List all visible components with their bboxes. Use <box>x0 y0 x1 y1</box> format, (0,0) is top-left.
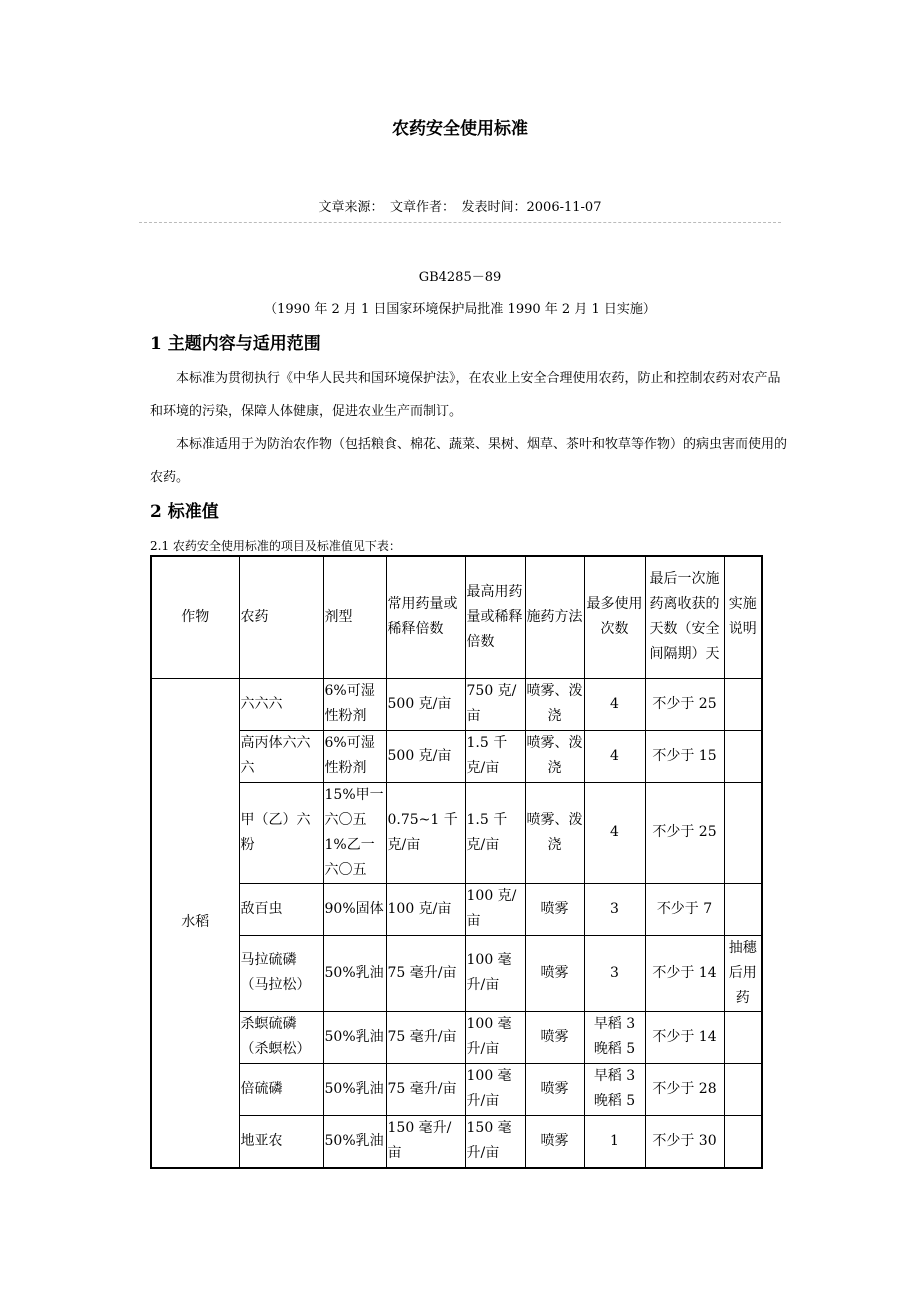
table-cell: 100 克/亩 <box>465 883 525 935</box>
table-cell: 不少于 28 <box>645 1063 724 1115</box>
table-cell <box>724 730 762 782</box>
table-row <box>151 1063 762 1115</box>
article-meta: 文章来源： 文章作者： 发表时间：2006-11-07 <box>318 200 602 215</box>
table-cell: 50%乳油 <box>323 1115 386 1168</box>
header-cell: 剂型 <box>323 556 386 678</box>
table-cell: 100 克/亩 <box>386 883 465 935</box>
table-cell <box>724 883 762 935</box>
table-row <box>151 782 762 883</box>
table-cell: 高丙体六六六 <box>239 730 323 782</box>
table-cell: 500 克/亩 <box>386 730 465 782</box>
table-cell: 杀螟硫磷（杀螟松） <box>239 1011 323 1063</box>
standard-code: GB4285－89 <box>418 270 502 285</box>
table-cell: 不少于 25 <box>645 678 724 730</box>
table-cell: 100 毫升/亩 <box>465 1011 525 1063</box>
table-cell: 早稻 3 晚稻 5 <box>584 1063 645 1115</box>
table-cell: 早稻 3 晚稻 5 <box>584 1011 645 1063</box>
table-cell: 50%乳油 <box>323 1011 386 1063</box>
table-cell: 1.5 千克/亩 <box>465 782 525 883</box>
crop-cell: 水稻 <box>151 678 239 1168</box>
table-cell: 喷雾 <box>525 883 584 935</box>
table-cell: 500 克/亩 <box>386 678 465 730</box>
table-row <box>151 935 762 1011</box>
section1-heading: 1 主题内容与适用范围 <box>150 334 321 354</box>
table-row <box>151 1011 762 1063</box>
table-cell: 倍硫磷 <box>239 1063 323 1115</box>
table-cell: 六六六 <box>239 678 323 730</box>
table-cell: 喷雾 <box>525 935 584 1011</box>
section2-heading: 2 标准值 <box>150 502 219 522</box>
table-cell: 6%可湿性粉剂 <box>323 678 386 730</box>
page-title: 农药安全使用标准 <box>392 119 528 139</box>
paragraph: 本标准适用于为防治农作物（包括粮食、棉花、蔬菜、果树、烟草、茶叶和牧草等作物）的病虫害而使用的农药。 <box>150 437 788 485</box>
table-cell: 15%甲一六〇五 1%乙一六〇五 <box>323 782 386 883</box>
header-cell: 最高用药量或稀释倍数 <box>465 556 525 678</box>
table-cell: 地亚农 <box>239 1115 323 1168</box>
table-row <box>151 883 762 935</box>
table-cell: 喷雾 <box>525 1115 584 1168</box>
table-cell: 90%固体 <box>323 883 386 935</box>
table-cell: 150 毫升/亩 <box>386 1115 465 1168</box>
table-cell <box>724 1063 762 1115</box>
table-caption: 2.1 农药安全使用标准的项目及标准值见下表： <box>150 539 401 553</box>
table-cell: 马拉硫磷（马拉松） <box>239 935 323 1011</box>
table-row <box>151 730 762 782</box>
table-cell: 100 毫升/亩 <box>465 935 525 1011</box>
table-cell: 750 克/亩 <box>465 678 525 730</box>
table-cell: 75 毫升/亩 <box>386 1011 465 1063</box>
header-cell: 实施说明 <box>724 556 762 678</box>
table-cell: 甲（乙）六粉 <box>239 782 323 883</box>
header-cell: 常用药量或稀释倍数 <box>386 556 465 678</box>
table-cell: 4 <box>584 678 645 730</box>
table-cell: 喷雾、泼浇 <box>525 782 584 883</box>
table-cell: 喷雾、泼浇 <box>525 678 584 730</box>
table-cell: 75 毫升/亩 <box>386 1063 465 1115</box>
table-cell: 不少于 25 <box>645 782 724 883</box>
header-cell: 最后一次施药离收获的天数（安全间隔期）天 <box>645 556 724 678</box>
table-cell: 150 毫升/亩 <box>465 1115 525 1168</box>
header-cell: 施药方法 <box>525 556 584 678</box>
header-cell: 最多使用次数 <box>584 556 645 678</box>
table-cell <box>724 782 762 883</box>
paragraph: 本标准为贯彻执行《中华人民共和国环境保护法》，在农业上安全合理使用农药，防止和控制农药对农产品和环境的污染，保障人体健康，促进农业生产而制订。 <box>150 371 781 419</box>
table-cell: 喷雾 <box>525 1011 584 1063</box>
table-cell: 0.75~1 千克/亩 <box>386 782 465 883</box>
table-cell: 3 <box>584 935 645 1011</box>
pesticide-standard-table <box>150 555 763 1169</box>
table-header-row <box>151 556 762 678</box>
table-cell: 50%乳油 <box>323 935 386 1011</box>
header-cell: 作物 <box>151 556 239 678</box>
table-cell <box>724 1115 762 1168</box>
table-cell: 不少于 14 <box>645 1011 724 1063</box>
table-cell: 敌百虫 <box>239 883 323 935</box>
table-cell: 1.5 千克/亩 <box>465 730 525 782</box>
table-cell: 不少于 14 <box>645 935 724 1011</box>
table-cell: 不少于 7 <box>645 883 724 935</box>
table-cell: 75 毫升/亩 <box>386 935 465 1011</box>
table-cell: 4 <box>584 730 645 782</box>
table-cell: 喷雾、泼浇 <box>525 730 584 782</box>
table-row <box>151 1115 762 1168</box>
table-cell: 不少于 30 <box>645 1115 724 1168</box>
table-cell: 喷雾 <box>525 1063 584 1115</box>
header-cell: 农药 <box>239 556 323 678</box>
table-cell: 3 <box>584 883 645 935</box>
approval-note: （1990 年 2 月 1 日国家环境保护局批准 1990 年 2 月 1 日实施） <box>264 302 656 317</box>
table-cell <box>724 1011 762 1063</box>
divider <box>139 222 781 223</box>
table-cell <box>724 678 762 730</box>
table-cell: 6%可湿性粉剂 <box>323 730 386 782</box>
table-cell: 1 <box>584 1115 645 1168</box>
table-cell: 抽穗后用药 <box>724 935 762 1011</box>
table-cell: 50%乳油 <box>323 1063 386 1115</box>
table-row <box>151 678 762 730</box>
table-cell: 不少于 15 <box>645 730 724 782</box>
table-cell: 100 毫升/亩 <box>465 1063 525 1115</box>
table-cell: 4 <box>584 782 645 883</box>
